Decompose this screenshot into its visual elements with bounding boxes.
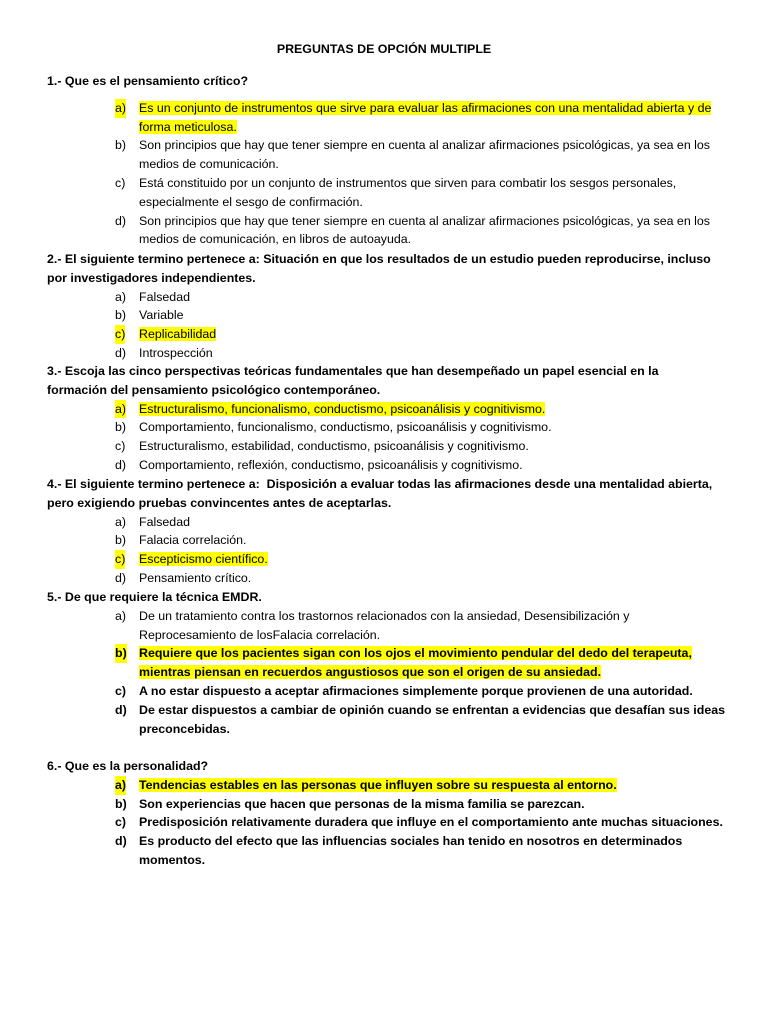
option-text: Pensamiento crítico. [139,570,252,585]
option-text: Introspección [139,345,213,360]
option-b [0,418,768,437]
option-text: Estructuralismo, estabilidad, conductismo, psicoanálisis y cognitivismo. [139,439,529,454]
option-b [0,795,768,814]
option-a [0,776,768,795]
option-letter: c) [115,683,127,698]
option-text: Falacia correlación. [139,533,247,548]
option-d [0,701,768,739]
option-d [0,344,768,363]
option-letter: a) [115,289,127,304]
question-block-6 [0,757,768,870]
option-text: De un tratamiento contra los trastornos relacionados con la ansiedad, Desensibilización y Reprocesamiento de losFalacia correlación. [139,608,630,642]
option-c [0,682,768,701]
option-d [0,456,768,475]
option-text: Son principios que hay que tener siempre en cuenta al analizar afirmaciones psicológicas, ya sea en los medios de comunicación, en libros de autoayuda. [139,213,710,247]
option-text: Predisposición relativamente duradera que influye en el comportamiento ante muchas situaciones. [139,815,723,830]
option-text: Es un conjunto de instrumentos que sirve para evaluar las afirmaciones con una mentalidad abierta y de forma meticulosa. [139,100,712,134]
option-letter: a) [115,514,127,529]
option-c [0,437,768,456]
option-letter: d) [115,345,127,360]
option-c [0,325,768,344]
option-text: Es producto del efecto que las influencias sociales han tenido en nosotros en determinados momentos. [139,834,683,867]
option-a [0,513,768,532]
question-block-5 [0,588,768,738]
option-text: Está constituido por un conjunto de instrumentos que sirven para combatir los sesgos personales, especialmente el sesgo de confirmación. [139,175,677,209]
option-letter: d) [115,702,127,717]
question-text: 4.- El siguiente termino pertenece a: Disposición a evaluar todas las afirmaciones desde una mentalidad abierta, pero exigiendo pruebas convincentes antes de aceptarlas. [47,477,716,510]
document-title: PREGUNTAS DE OPCIÓN MULTIPLE [276,42,492,56]
option-text: A no estar dispuesto a aceptar afirmaciones simplemente porque provienen de una autoridad. [139,683,693,698]
option-text: Tendencias estables en las personas que influyen sobre su respuesta al entorno. [139,777,617,792]
option-text: Variable [139,308,184,323]
question-text: 6.- Que es la personalidad? [47,759,209,773]
option-b [0,531,768,550]
option-letter: b) [115,644,127,663]
option-letter: b) [115,138,127,153]
question-text: 3.- Escoja las cinco perspectivas teóricas fundamentales que han desempeñado un papel esencial en la formación del pensamiento psicológico contemporáneo. [47,364,662,397]
option-letter: a) [115,776,126,795]
option-text: Replicabilidad [139,327,217,342]
option-letter: c) [115,175,126,190]
option-b [0,644,768,682]
option-letter: b) [115,533,127,548]
option-text: Comportamiento, reflexión, conductismo, psicoanálisis y cognitivismo. [139,457,523,472]
option-letter: c) [115,815,127,830]
option-c [0,813,768,832]
option-text: Falsedad [139,514,190,529]
option-letter: a) [115,400,126,419]
option-text: Requiere que los pacientes sigan con los ojos el movimiento pendular del dedo del terapeuta, mientras piensan en recuerdos angustiosos que son el origen de su ansiedad. [139,646,692,680]
option-a [0,99,768,137]
option-text: Comportamiento, funcionalismo, conductismo, psicoanálisis y cognitivismo. [139,420,552,435]
question-block-3 [0,362,768,475]
option-text: De estar dispuestos a cambiar de opinión cuando se enfrentan a evidencias que desafían sus ideas preconcebidas. [139,702,725,736]
option-letter: a) [115,99,126,118]
option-letter: d) [115,834,127,849]
option-letter: b) [115,420,127,435]
option-letter: d) [115,457,127,472]
option-text: Falsedad [139,289,190,304]
option-letter: c) [115,550,125,569]
question-block-4 [0,475,768,588]
question-block-1 [0,72,768,249]
option-b [0,306,768,325]
option-letter: b) [115,796,127,811]
option-d [0,569,768,588]
option-letter: c) [115,439,126,454]
option-letter: d) [115,570,127,585]
option-d [0,212,768,250]
option-letter: c) [115,325,125,344]
option-d [0,832,768,870]
option-letter: a) [115,608,127,623]
option-c [0,174,768,212]
option-text: Son experiencias que hacen que personas de la misma familia se parezcan. [139,796,585,811]
option-b [0,136,768,174]
option-c [0,550,768,569]
option-a [0,288,768,307]
question-text: 5.- De que requiere la técnica EMDR. [47,590,262,604]
option-text: Estructuralismo, funcionalismo, conductismo, psicoanálisis y cognitivismo. [139,401,546,416]
option-a [0,607,768,645]
question-text: 2.- El siguiente termino pertenece a: Situación en que los resultados de un estudio pueden reproducirse, incluso por investigadores independientes. [47,252,715,285]
option-a [0,400,768,419]
question-text: 1.- Que es el pensamiento crítico? [47,74,249,88]
option-letter: b) [115,308,127,323]
option-letter: d) [115,213,127,228]
option-text: Escepticismo científico. [139,552,268,567]
option-text: Son principios que hay que tener siempre en cuenta al analizar afirmaciones psicológicas, ya sea en los medios de comunicación. [139,138,710,172]
question-block-2 [0,250,768,363]
